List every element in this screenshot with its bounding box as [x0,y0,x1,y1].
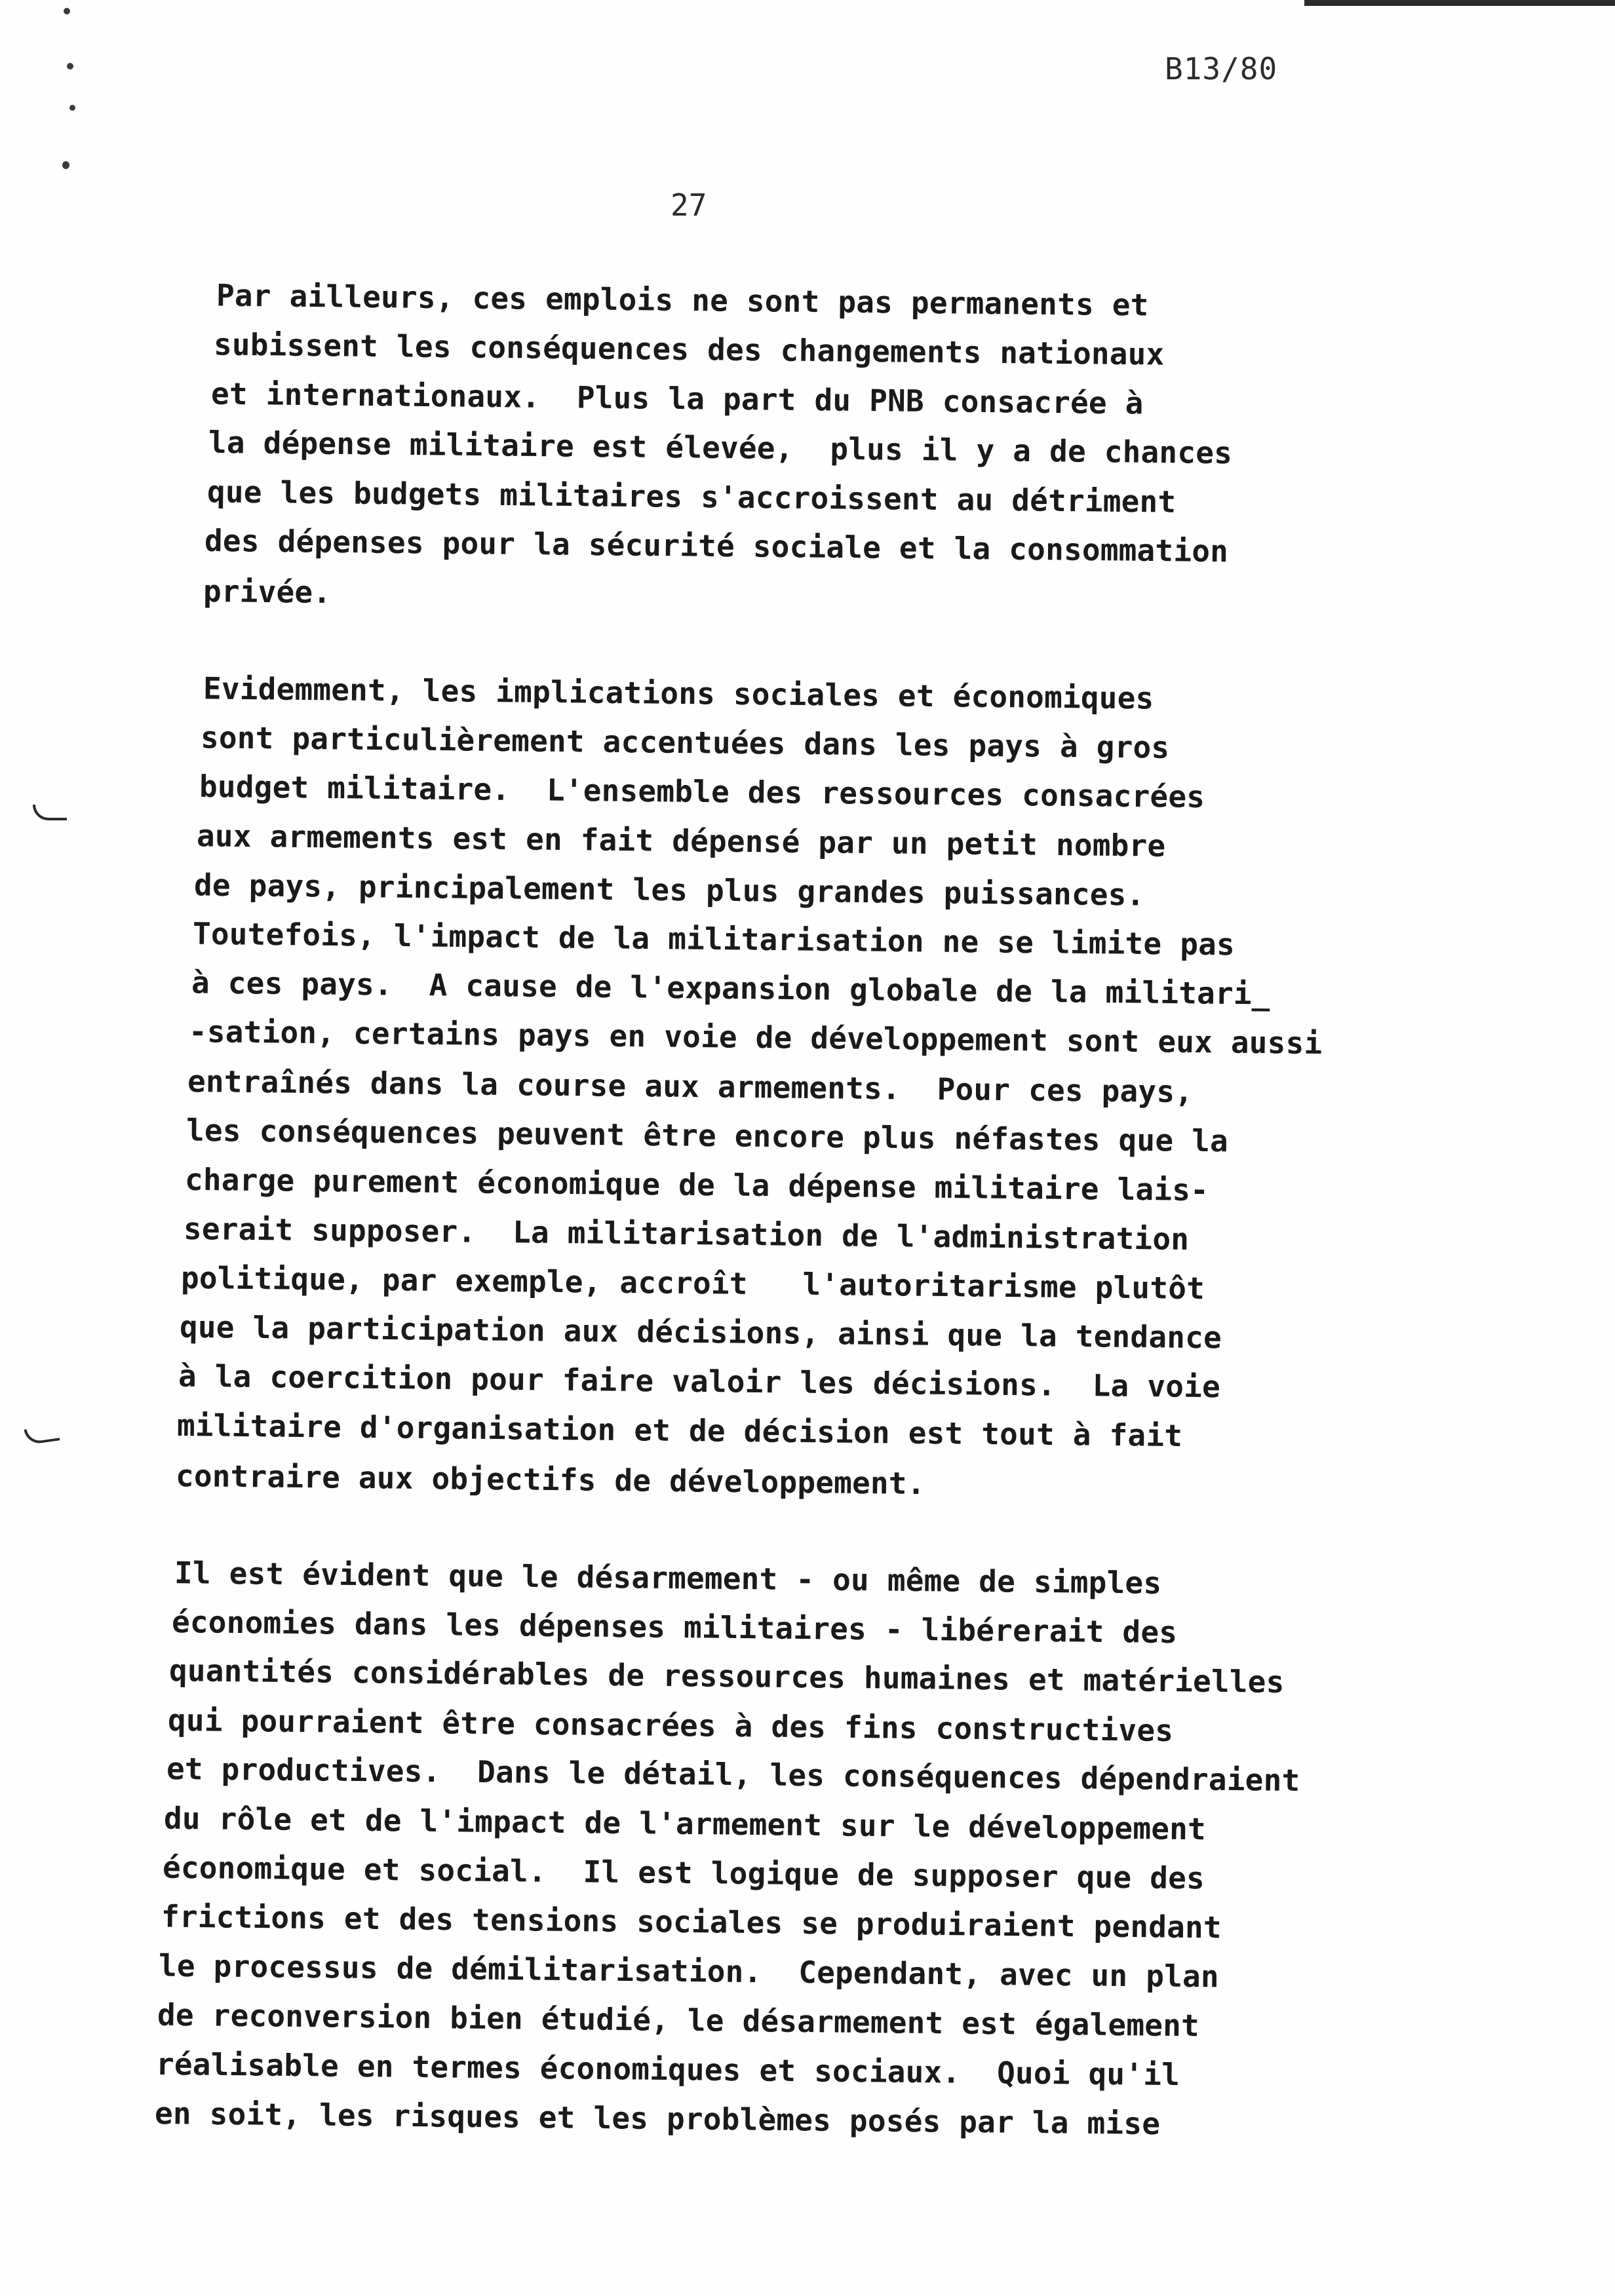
text-line: en soit, les risques et les problèmes posés par la mise [154,2095,1161,2142]
text-line: des dépenses pour la sécurité sociale et la consommation [204,522,1229,569]
text-line: aux armements est en fait dépensé par un petit nombre [196,818,1166,864]
text-line: la dépense militaire est élevée, plus il y a de chances [208,424,1233,471]
text-line: charge purement économique de la dépense militaire lais- [184,1161,1209,1208]
text-line: et productives. Dans le détail, les conséquences dépendraient [166,1750,1300,1799]
text-line: quantités considérables de ressources humaines et matérielles [168,1653,1285,1700]
top-edge-rule [1304,0,1615,6]
document-reference: B13/80 [1165,51,1278,86]
text-line: -sation, certains pays en voie de développement sont eux aussi [188,1013,1323,1062]
text-line: frictions et des tensions sociales se produiraient pendant [161,1898,1222,1945]
binding-hole-mark [64,8,70,14]
margin-mark [24,1425,60,1445]
text-line: Evidemment, les implications sociales et économiques [203,670,1154,716]
text-line: à ces pays. A cause de l'expansion globale de la militari_ [191,965,1271,1012]
text-line: contraire aux objectifs de développement. [175,1458,925,1501]
text-line: les conséquences peuvent être encore plus néfastes que la [185,1112,1229,1159]
page-number: 27 [671,187,707,223]
text-line: privée. [203,573,332,611]
binding-hole-mark [62,161,69,169]
text-line: à la coercition pour faire valoir les décisions. La voie [178,1358,1221,1405]
text-line: entraînés dans la course aux armements. Pour ces pays, [187,1063,1194,1110]
text-line: sont particulièrement accentuées dans les pays à gros [200,719,1170,765]
text-line: du rôle et de l'impact de l'armement sur le développement [163,1800,1207,1847]
text-line: économique et social. Il est logique de supposer que des [162,1849,1205,1896]
text-line: de reconversion bien étudié, le désarmement est également [157,1997,1200,2044]
text-line: subissent les conséquences des changements nationaux [213,326,1165,372]
margin-mark [33,805,67,820]
text-line: Il est évident que le désarmement - ou même de simples [174,1555,1162,1601]
text-line: militaire d'organisation et de décision est tout à fait [176,1407,1183,1454]
text-line: économies dans les dépenses militaires - libérerait des [171,1603,1178,1651]
text-line: Par ailleurs, ces emplois ne sont pas permanents et [216,277,1149,323]
text-line: de pays, principalement les plus grandes puissances. [193,867,1145,913]
text-line: budget militaire. L'ensemble des ressources consacrées [199,768,1205,815]
text-line: politique, par exemple, accroît l'autoritarisme plutôt [180,1259,1205,1307]
binding-hole-mark [69,105,75,111]
text-line: que les budgets militaires s'accroissent au détriment [206,474,1177,520]
binding-hole-mark [67,63,73,69]
text-line: le processus de démilitarisation. Cependant, avec un plan [158,1947,1220,1995]
text-line: qui pourraient être consacrées à des fins constructives [167,1702,1174,1749]
text-line: et internationaux. Plus la part du PNB consacrée à [210,375,1144,421]
text-line: que la participation aux décisions, ainsi que la tendance [179,1309,1222,1356]
text-line: serait supposer. La militarisation de l'administration [183,1210,1190,1257]
text-line: réalisable en termes économiques et sociaux. Quoi qu'il [155,2046,1180,2093]
text-line: Toutefois, l'impact de la militarisation ne se limite pas [192,915,1236,963]
